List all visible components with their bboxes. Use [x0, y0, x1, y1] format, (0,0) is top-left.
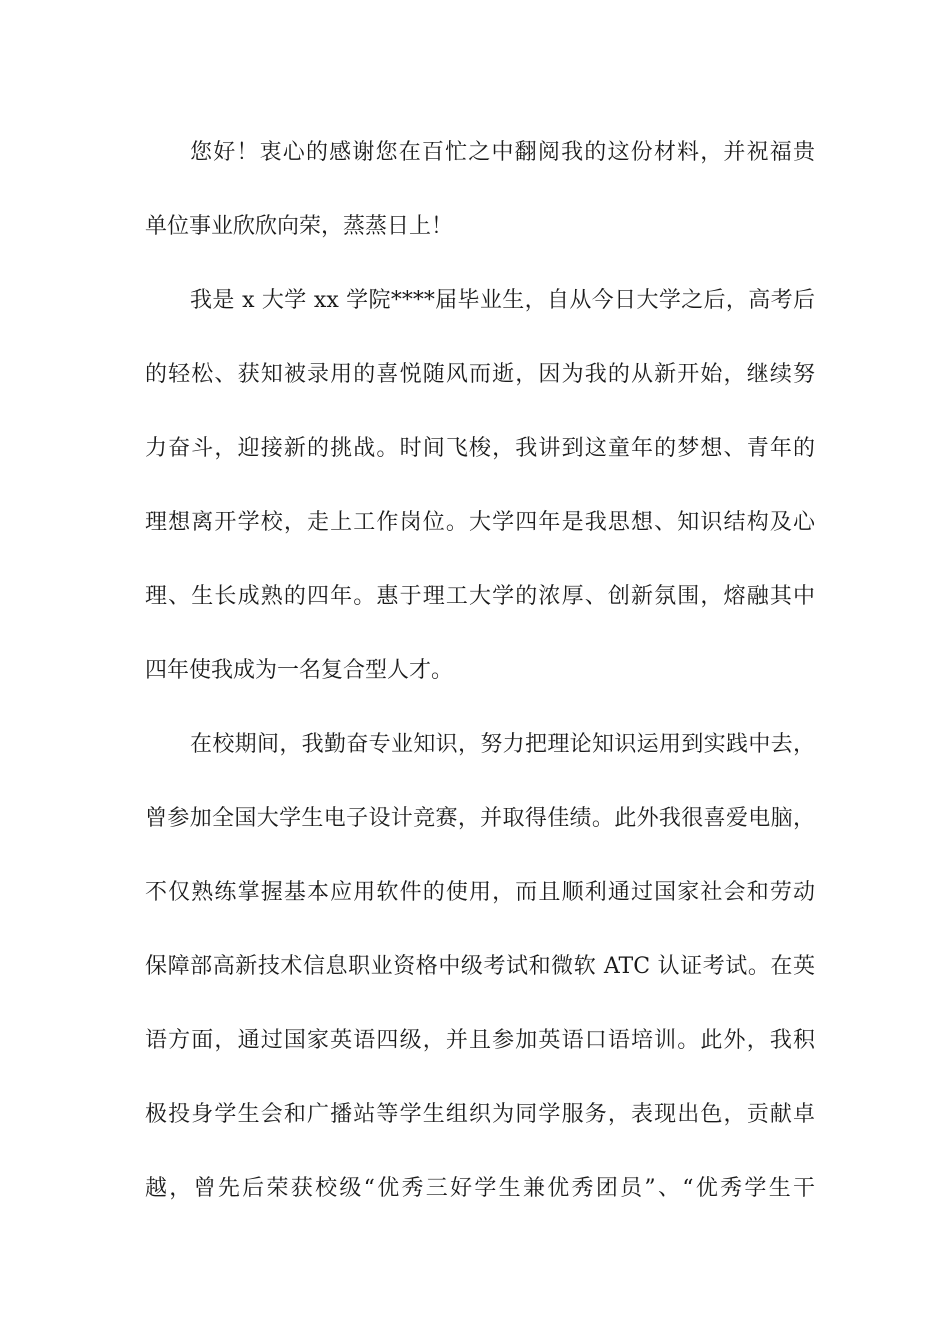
paragraph-2-line-1: 我是 x 大学 xx 学院****届毕业生，自从今日大学之后，高考后	[190, 288, 815, 313]
paragraph-1-line-2: 单位事业欣欣向荣，蒸蒸日上！	[145, 214, 454, 239]
paragraph-2-line-6: 四年使我成为一名复合型人才。	[145, 658, 454, 683]
paragraph-2-line-2: 的轻松、获知被录用的喜悦随风而逝，因为我的从新开始，继续努	[145, 362, 815, 387]
paragraph-3-line-4: 保障部高新技术信息职业资格中级考试和微软 ATC 认证考试。在英	[145, 954, 815, 979]
paragraph-2-line-4: 理想离开学校，走上工作岗位。大学四年是我思想、知识结构及心	[145, 510, 815, 535]
paragraph-2-line-5: 理、生长成熟的四年。惠于理工大学的浓厚、创新氛围，熔融其中	[145, 584, 815, 609]
paragraph-3-line-6: 极投身学生会和广播站等学生组织为同学服务，表现出色，贡献卓	[145, 1102, 815, 1127]
paragraph-3-line-5: 语方面，通过国家英语四级，并且参加英语口语培训。此外，我积	[145, 1028, 815, 1053]
paragraph-1-line-1: 您好！衷心的感谢您在百忙之中翻阅我的这份材料，并祝福贵	[190, 140, 815, 165]
paragraph-2-line-3: 力奋斗，迎接新的挑战。时间飞梭，我讲到这童年的梦想、青年的	[145, 436, 815, 461]
paragraph-3-line-2: 曾参加全国大学生电子设计竞赛，并取得佳绩。此外我很喜爱电脑，	[145, 806, 815, 831]
paragraph-3-line-3: 不仅熟练掌握基本应用软件的使用，而且顺利通过国家社会和劳动	[145, 880, 815, 905]
paragraph-3-line-1: 在校期间，我勤奋专业知识，努力把理论知识运用到实践中去，	[190, 732, 815, 757]
paragraph-3-line-7: 越，曾先后荣获校级“优秀三好学生兼优秀团员”、“优秀学生干	[145, 1176, 815, 1201]
